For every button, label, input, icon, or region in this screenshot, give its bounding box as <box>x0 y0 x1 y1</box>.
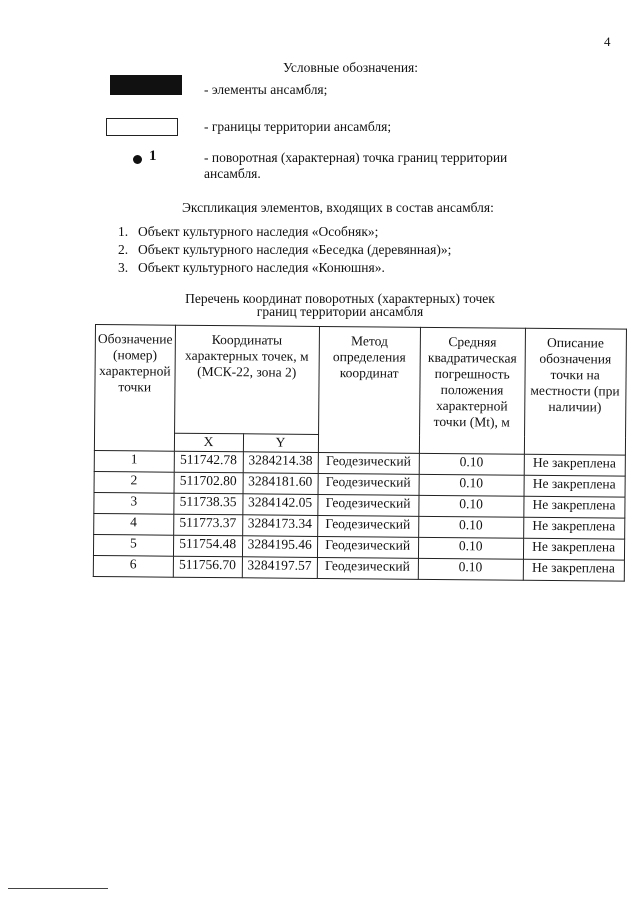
explication-list <box>118 223 451 277</box>
header-coordinates: Координаты характерных точек, м (МСК-22, зона 2) <box>174 325 319 434</box>
list-item: 2. Объект культурного наследия «Беседка (деревянная)»; <box>118 242 452 257</box>
turning-point-number: 1 <box>149 148 157 164</box>
header-y: Y <box>243 434 318 453</box>
table-title: Перечень координат поворотных (характерных) точек границ территории ансамбля <box>185 291 495 319</box>
list-item: 1. Объект культурного наследия «Особняк»; <box>118 224 379 239</box>
header-description: Описание обозначения точки на местности (при наличии) <box>524 328 626 455</box>
explication-title: Экспликация элементов, входящих в состав ансамбля: <box>182 200 494 215</box>
header-x: X <box>174 433 243 452</box>
territory-boundary-symbol <box>106 118 178 136</box>
table-row: 5 511754.48 3284195.46 Геодезический 0.10 Не закреплена <box>93 534 624 560</box>
header-method: Метод определения координат <box>318 326 420 453</box>
legend-item-boundary: - границы территории ансамбля; <box>204 119 392 134</box>
coordinates-table <box>93 324 627 582</box>
table-row: 1 511742.78 3284214.38 Геодезический 0.10 Не закреплена <box>94 450 625 476</box>
list-item: 3. Объект культурного наследия «Конюшня». <box>118 260 385 275</box>
header-error: Средняя квадратическая погрешность положения характерной точки (Mt), м <box>419 327 525 454</box>
table-row: 3 511738.35 3284142.05 Геодезический 0.10 Не закреплена <box>94 492 625 518</box>
page-number: 4 <box>604 34 611 49</box>
footnote-divider <box>8 888 108 889</box>
turning-point-dot-icon <box>133 155 142 164</box>
ensemble-element-symbol <box>110 75 182 95</box>
header-point-number: Обозначение (номер) характерной точки <box>94 325 175 452</box>
table-row: 6 511756.70 3284197.57 Геодезический 0.10 Не закреплена <box>93 555 624 581</box>
legend-item-turning-point: - поворотная (характерная) точка границ территории ансамбля. <box>204 150 508 181</box>
table-row: 4 511773.37 3284173.34 Геодезический 0.10 Не закреплена <box>94 513 625 539</box>
legend-item-elements: - элементы ансамбля; <box>204 82 328 97</box>
table-row: 2 511702.80 3284181.60 Геодезический 0.10 Не закреплена <box>94 471 625 497</box>
legend-title: Условные обозначения: <box>283 60 419 75</box>
